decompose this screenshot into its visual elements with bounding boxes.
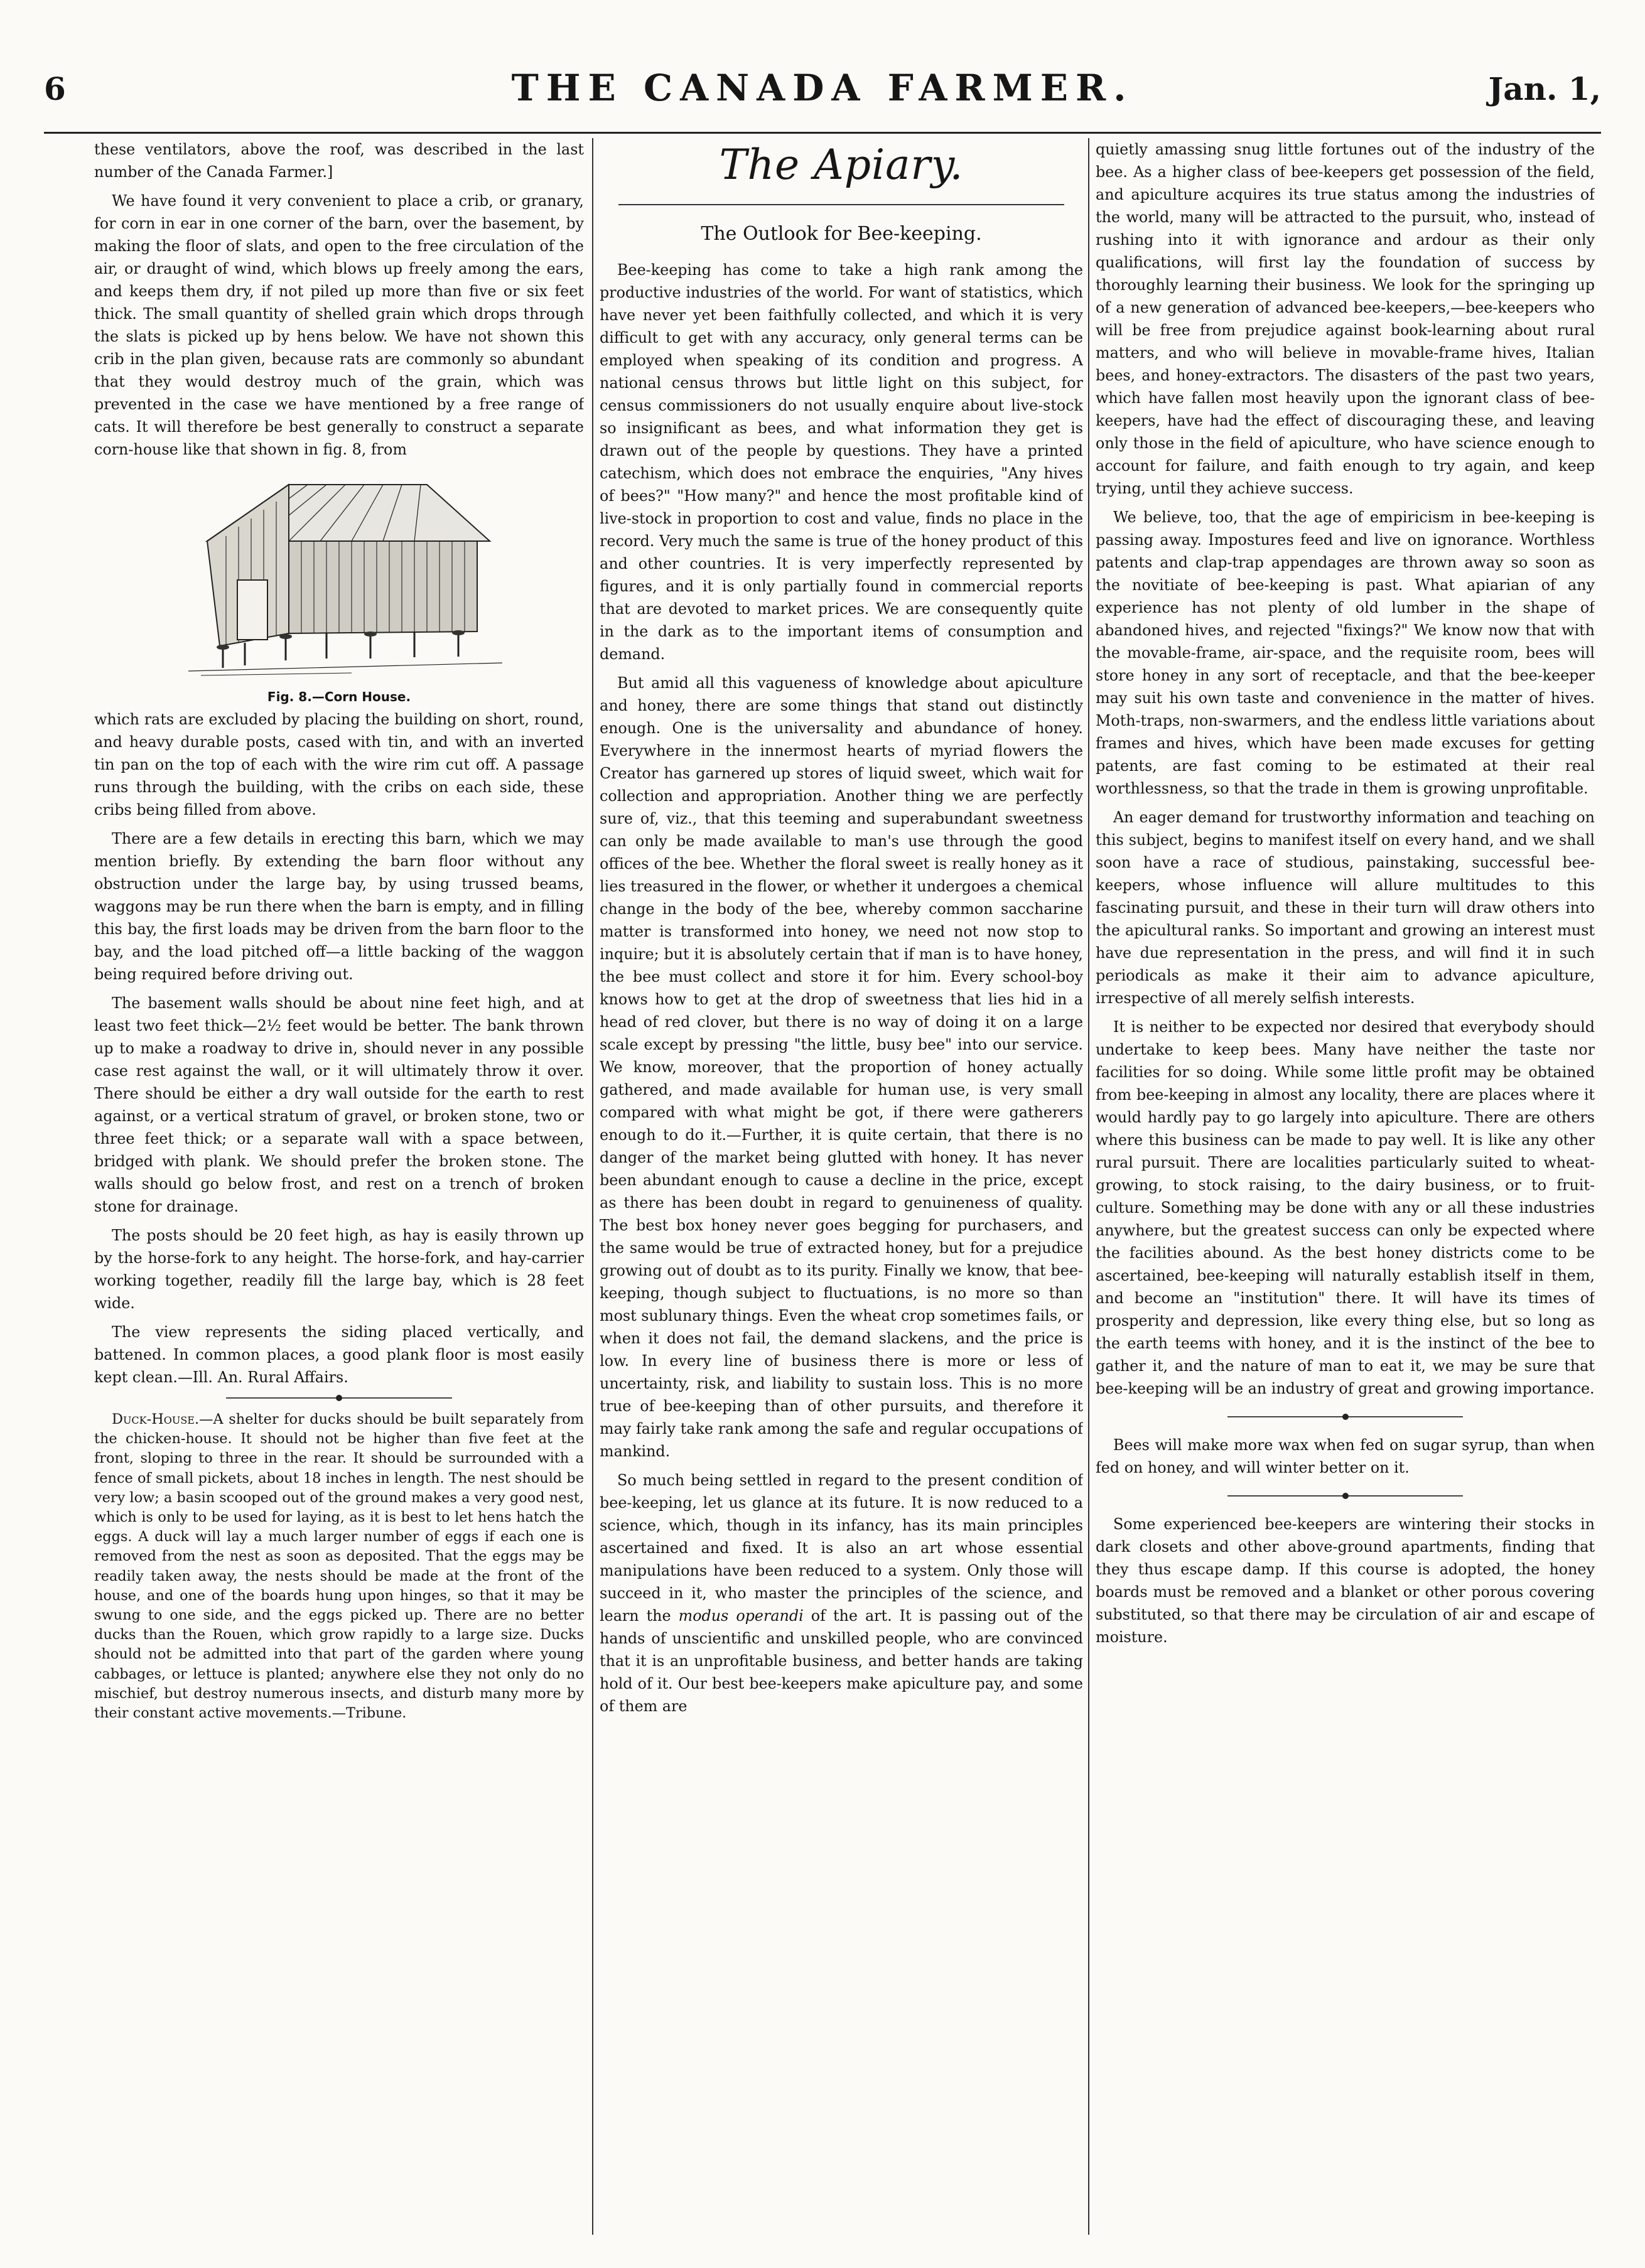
- paragraph: There are a few details in erecting this barn, which we may mention briefly. By extending the barn floor without any obstruction under the large bay, by using trussed beams, waggons may be run there when the barn is empty, and in filling this bay, the first loads may be driven from the barn floor to the bay, and the load pitched off—a little backing of the waggon being required before driving out.: [94, 830, 584, 983]
- separator: [1096, 1414, 1595, 1420]
- paragraph: Bee-keeping has come to take a high rank among the productive industries of the world. For want of statistics, which have never yet been faithfully collected, and which it is very difficult to get with any accuracy, only general terms can be employed when speaking of its condition and progress. A national census throws but little light on this subject, for census commissioners do not usually enquire about live-stock so insignificant as bees, and what information they get is drawn out of the people by questions. They have a printed catechism, which does not embrace the enquiries, "Any hives of bees?" "How many?" and hence the most profitable kind of live-stock in proportion to cost and value, finds no place in the record. Very much the same is true of the honey product of this and other countries. It is very imperfectly represented by figures, and it is only partially found in commercial reports that are devoted to market prices. We are consequently quite in the dark as to the important items of consumption and demand.: [600, 261, 1083, 663]
- column-3: [1096, 138, 1595, 2228]
- text-run: of the art. It is passing out of the hands of unscientific and unskilled people, who are convinced that it is an unprofitable business, and better hands are taking hold of it. Our best bee-keepers make apiculture pay, and some of them are: [600, 1607, 1083, 1715]
- paragraph: The basement walls should be about nine feet high, and at least two feet thick—2½ feet would be better. The bank thrown up to make a roadway to drive in, should never in any possible case rest against the wall, or it will ultimately throw it over. There should be either a dry wall outside for the earth to rest against, or a vertical stratum of gravel, or broken stone, two or three feet thick; or a separate wall with a space between, bridged with plank. We should prefer the broken stone. The walls should go below frost, and rest on a trench of broken stone for drainage.: [94, 994, 584, 1215]
- duck-house-body: —A shelter for ducks should be built separately from the chicken-house. It should not be higher than five feet at the front, sloping to three in the rear. It should be surrounded with a fence of small pickets, about 18 inches in length. The nest should be very low; a basin scooped out of the ground makes a very good nest, which is only to be used for laying, as it is best to let hens hatch the eggs. A duck will lay a much larger number of eggs if each one is removed from the nest as soon as deposited. That the eggs may be readily taken away, the nests should be made at the front of the house, and one of the boards hung upon hinges, so that it may be swung to one side, and the eggs picked up. There are no better ducks than the Rouen, which grow rapidly to a large size. Ducks should not be admitted into that part of the garden where young cabbages, or lettuce is planted; anywhere else they not only do no mischief, but destroy numerous insects, and disturb many more by their constant active movements.—Tribune.: [94, 1411, 584, 1722]
- corn-house-illustration: [163, 467, 515, 687]
- section-rule: [618, 204, 1064, 205]
- column-rule: [592, 138, 593, 2235]
- duck-house-paragraph: [94, 1410, 584, 1723]
- paragraph: The view represents the siding placed vertically, and battened. In common places, a good plank floor is most easily kept clean.—Ill. An. Rural Affairs.: [94, 1323, 584, 1386]
- corn-house-figure: [94, 467, 584, 704]
- italic-term: modus operandi: [678, 1607, 804, 1625]
- separator: [1096, 1493, 1595, 1499]
- duck-house-lead: Duck-House.: [112, 1411, 200, 1427]
- page-number: 6: [44, 70, 66, 107]
- column-2: [600, 138, 1083, 2228]
- section-title: The Apiary.: [719, 141, 964, 189]
- paragraph: We believe, too, that the age of empiricism in bee-keeping is passing away. Impostures feed and live on ignorance. Worthless patents and clap-trap appendages are thrown away so soon as the novitiate of bee-keeping is past. What apiarian of any experience has not plenty of old lumber in the shape of abandoned hives, and rejected "fixings?" We know now that with the movable-frame, air-space, and the requisite room, bees will store honey in any sort of receptacle, and that the bee-keeper may suit his own taste and convenience in the matter of hives. Moth-traps, non-swarmers, and the endless little variations about frames and hives, which have been made excuses for getting patents, are fast coming to be estimated at their real worthlessness, so that the trade in them is growing unprofitable.: [1096, 508, 1595, 797]
- article-title: The Outlook for Bee-keeping.: [701, 223, 982, 245]
- paragraph: Some experienced bee-keepers are wintering their stocks in dark closets and other above-ground apartments, finding that they thus escape damp. If this course is adopted, the honey boards must be removed and a blanket or other porous covering substituted, so that there may be circulation of air and escape of moisture.: [1096, 1515, 1595, 1646]
- text-run: So much being settled in regard to the present condition of bee-keeping, let us glance at its future. It is now reduced to a science, which, though in its infancy, has its main principles ascertained and fixed. It is also an art whose essential manipulations have been reduced to a system. Only those will succeed in it, who master the principles of the science, and learn the: [600, 1471, 1083, 1625]
- paragraph: Bees will make more wax when fed on sugar syrup, than when fed on honey, and will winter better on it.: [1096, 1436, 1595, 1476]
- separator: [94, 1395, 584, 1401]
- paragraph: It is neither to be expected nor desired that everybody should undertake to keep bees. Many have neither the taste nor facilities for so doing. While some little profit may be obtained from bee-keeping in almost any locality, there are places where it would hardly pay to go largely into apiculture. There are others where this business can be made to pay well. It is like any other rural pursuit. There are localities particularly suited to wheat-growing, to stock raising, to the dairy business, or to fruit-culture. Something may be done with any or all these industries anywhere, but the greatest success can only be expected where the facilities abound. As the best honey districts come to be ascertained, bee-keeping will naturally establish itself in them, and become an "institution" there. It will have its times of prosperity and depression, like every thing else, but so long as the earth teems with honey, and it is the instinct of the bee to gather it, and the nature of man to eat it, we may be sure that bee-keeping will be an industry of great and growing importance.: [1096, 1018, 1595, 1397]
- paragraph: The posts should be 20 feet high, as hay is easily thrown up by the horse-fork to any height. The horse-fork, and hay-carrier working together, readily fill the large bay, which is 28 feet wide.: [94, 1227, 584, 1312]
- column-rule: [1088, 138, 1089, 2235]
- paragraph: An eager demand for trustworthy information and teaching on this subject, begins to manifest itself on every hand, and we shall soon have a race of studious, painstaking, successful bee-keepers, whose influence will allure multitudes to this fascinating pursuit, and these in their turn will draw others into the apicultural ranks. So important and growing an interest must have due representation in the press, and will find it in such periodicals as make it their aim to advance apiculture, irrespective of all merely selfish interests.: [1096, 809, 1595, 1007]
- paragraph: [600, 1469, 1083, 1717]
- paragraph: which rats are excluded by placing the building on short, round, and heavy durable posts, cased with tin, and with an inverted tin pan on the top of each with the wire rim cut off. A passage runs through the building, with the cribs on each side, these cribs being filled from above.: [94, 711, 584, 819]
- column-1: [94, 138, 584, 2228]
- figure-caption: Fig. 8.—Corn House.: [267, 689, 411, 704]
- paragraph: these ventilators, above the roof, was described in the last number of the Canada Farmer.]: [94, 141, 584, 181]
- paragraph: We have found it very convenient to place a crib, or granary, for corn in ear in one corner of the barn, over the basement, by making the floor of slats, and open to the free circulation of the air, or draught of wind, which blows up freely among the ears, and keeps them dry, if not piled up more than five or six feet thick. The small quantity of shelled grain which drops through the slats is picked up by hens below. We have not shown this crib in the plan given, because rats are commonly so abundant that they would destroy much of the grain, which was prevented in the case we have mentioned by a free range of cats. It will therefore be best generally to construct a separate corn-house like that shown in fig. 8, from: [94, 192, 584, 458]
- paragraph: quietly amassing snug little fortunes out of the industry of the bee. As a higher class of bee-keepers get possession of the field, and apiculture acquires its true status among the industries of the world, many will be attracted to the pursuit, who, instead of rushing into it with ignorance and ardour as their only qualifications, will first lay the foundation of success by thoroughly learning their business. We look for the springing up of a new generation of advanced bee-keepers,—bee-keepers who will be free from prejudice against book-learning about rural matters, and who will believe in movable-frame hives, Italian bees, and honey-extractors. The disasters of the past two years, which have fallen most heavily upon the ignorant class of bee-keepers, have had the effect of discouraging these, and leaving only those in the field of apiculture, who have science enough to account for failure, and faith enough to try again, and keep trying, until they achieve success.: [1096, 141, 1595, 497]
- issue-date: Jan. 1,: [1488, 70, 1601, 107]
- paragraph: But amid all this vagueness of knowledge about apiculture and honey, there are some things that stand out distinctly enough. One is the universality and abundance of honey. Everywhere in the innermost hearts of myriad flowers the Creator has garnered up stores of liquid sweet, which wait for collection and appropriation. Another thing we are perfectly sure of, viz., that this teeming and superabundant sweetness can only be made available to man's use through the good offices of the bee. Whether the floral sweet is really honey as it lies treasured in the flower, or whether it undergoes a chemical change in the body of the bee, whereby common saccharine matter is transformed into honey, we need not now stop to inquire; but it is absolutely certain that if man is to have honey, the bee must collect and store it for him. Every school-boy knows how to get at the drop of sweetness that lies hid in a head of red clover, but there is no way of doing it on a large scale except by pressing "the little, busy bee" into our service. We know, moreover, that the proportion of honey actually gathered, and made available for human use, is very small compared with what might be got, if there were gatherers enough to do it.—Further, it is quite certain, that there is no danger of the market being glutted with honey. It has never been abundant enough to cause a decline in the price, except as there has been doubt in regard to genuineness of quality. The best box honey never goes begging for purchasers, and the same would be true of extracted honey, but for a prejudice growing out of doubt as to its purity. Finally we know, that bee-keeping, though subject to fluctuations, is no more so than most sublunary things. Even the wheat crop sometimes fails, or when it does not fail, the demand slackens, and the price is low. In every line of business there is more or less of uncertainty, risk, and liability to sustain loss. This is no more true of bee-keeping than of other pursuits, and therefore it may fairly take rank among the safe and regular occupations of mankind.: [600, 674, 1083, 1460]
- paper-title: THE CANADA FARMER.: [511, 67, 1134, 109]
